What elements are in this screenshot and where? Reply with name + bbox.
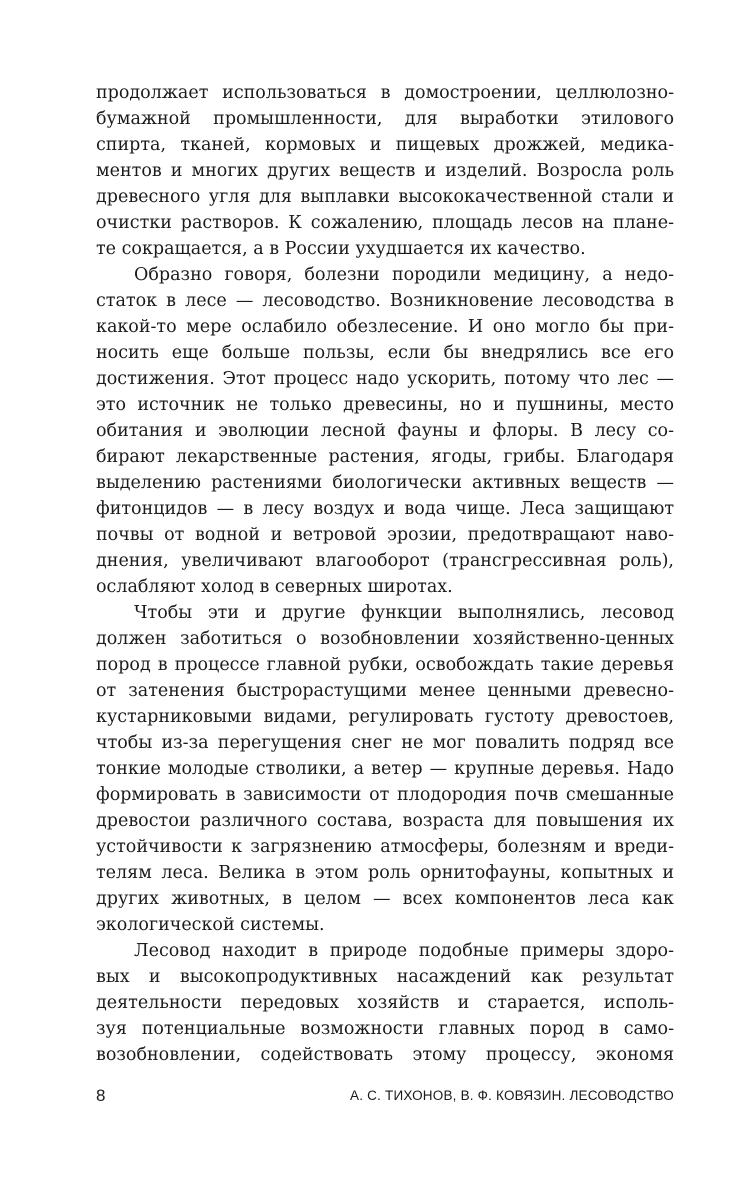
text-line: деятельности передовых хозяйств и старается, исполь- bbox=[96, 993, 674, 1013]
text-line: Чтобы эти и другие функции выполнялись, лесовод bbox=[134, 603, 674, 623]
text-line: почвы от водной и ветровой эрозии, предотвращают наво- bbox=[96, 525, 674, 545]
text-line: ментов и многих других веществ и изделий. Возросла роль bbox=[96, 161, 674, 181]
text-line: продолжает использоваться в домостроении, целлюлозно- bbox=[96, 83, 674, 103]
paragraph bbox=[96, 80, 674, 262]
text-line: очистки растворов. К сожалению, площадь лесов на плане- bbox=[96, 213, 674, 233]
text-line: Образно говоря, болезни породили медицину, а недо- bbox=[134, 265, 674, 285]
text-line: какой-то мере ослабило обезлесение. И оно могло бы при- bbox=[96, 317, 674, 337]
text-line: Лесовод находит в природе подобные примеры здоро- bbox=[134, 941, 674, 961]
text-line: спирта, тканей, кормовых и пищевых дрожжей, медика- bbox=[96, 135, 674, 155]
text-line: древостои различного состава, возраста для повышения их bbox=[96, 811, 674, 831]
page-number: 8 bbox=[96, 1086, 106, 1105]
paragraph bbox=[96, 600, 674, 938]
text-line: пород в процессе главной рубки, освобождать такие деревья bbox=[96, 655, 674, 675]
page-body bbox=[96, 80, 674, 1068]
text-line: кустарниковыми видами, регулировать густоту древостоев, bbox=[96, 707, 674, 727]
text-line: от затенения быстрорастущими менее ценными древесно- bbox=[96, 681, 674, 701]
text-line: возобновлении, содействовать этому процессу, экономя bbox=[96, 1045, 674, 1065]
paragraph bbox=[96, 262, 674, 600]
text-line: ослабляют холод в северных широтах. bbox=[96, 577, 453, 597]
text-line: зуя потенциальные возможности главных пород в само- bbox=[96, 1019, 674, 1039]
text-line: те сокращается, а в России ухудшается их качество. bbox=[96, 239, 586, 259]
text-line: устойчивости к загрязнению атмосферы, болезням и вреди- bbox=[96, 837, 674, 857]
page-footer bbox=[96, 1083, 674, 1109]
text-line: формировать в зависимости от плодородия почв смешанные bbox=[96, 785, 674, 805]
text-line: должен заботиться о возобновлении хозяйственно-ценных bbox=[96, 629, 674, 649]
text-line: днения, увеличивают влагооборот (трансгрессивная роль), bbox=[96, 551, 674, 571]
running-title: А. С. ТИХОНОВ, В. Ф. КОВЯЗИН. ЛЕСОВОДСТВО bbox=[350, 1088, 674, 1103]
text-line: это источник не только древесины, но и пушнины, место bbox=[96, 395, 674, 415]
text-line: бумажной промышленности, для выработки этилового bbox=[96, 109, 674, 129]
text-line: достижения. Этот процесс надо ускорить, потому что лес — bbox=[96, 369, 674, 389]
text-line: экологической системы. bbox=[96, 915, 325, 935]
text-line: статок в лесе — лесоводство. Возникновение лесоводства в bbox=[96, 291, 674, 311]
text-line: бирают лекарственные растения, ягоды, грибы. Благодаря bbox=[96, 447, 674, 467]
text-line: древесного угля для выплавки высококачественной стали и bbox=[96, 187, 674, 207]
text-line: фитонцидов — в лесу воздух и вода чище. Леса защищают bbox=[96, 499, 674, 519]
text-line: чтобы из-за перегущения снег не мог повалить подряд все bbox=[96, 733, 674, 753]
text-line: телям леса. Велика в этом роль орнитофауны, копытных и bbox=[96, 863, 674, 883]
text-line: обитания и эволюции лесной фауны и флоры. В лесу со- bbox=[96, 421, 674, 441]
text-line: выделению растениями биологически активных веществ — bbox=[96, 473, 674, 493]
text-line: носить еще больше пользы, если бы внедрялись все его bbox=[96, 343, 674, 363]
text-line: тонкие молодые стволики, а ветер — крупные деревья. Надо bbox=[96, 759, 674, 779]
paragraph bbox=[96, 938, 674, 1068]
text-line: других животных, в целом — всех компонентов леса как bbox=[96, 889, 674, 909]
text-line: вых и высокопродуктивных насаждений как результат bbox=[96, 967, 674, 987]
